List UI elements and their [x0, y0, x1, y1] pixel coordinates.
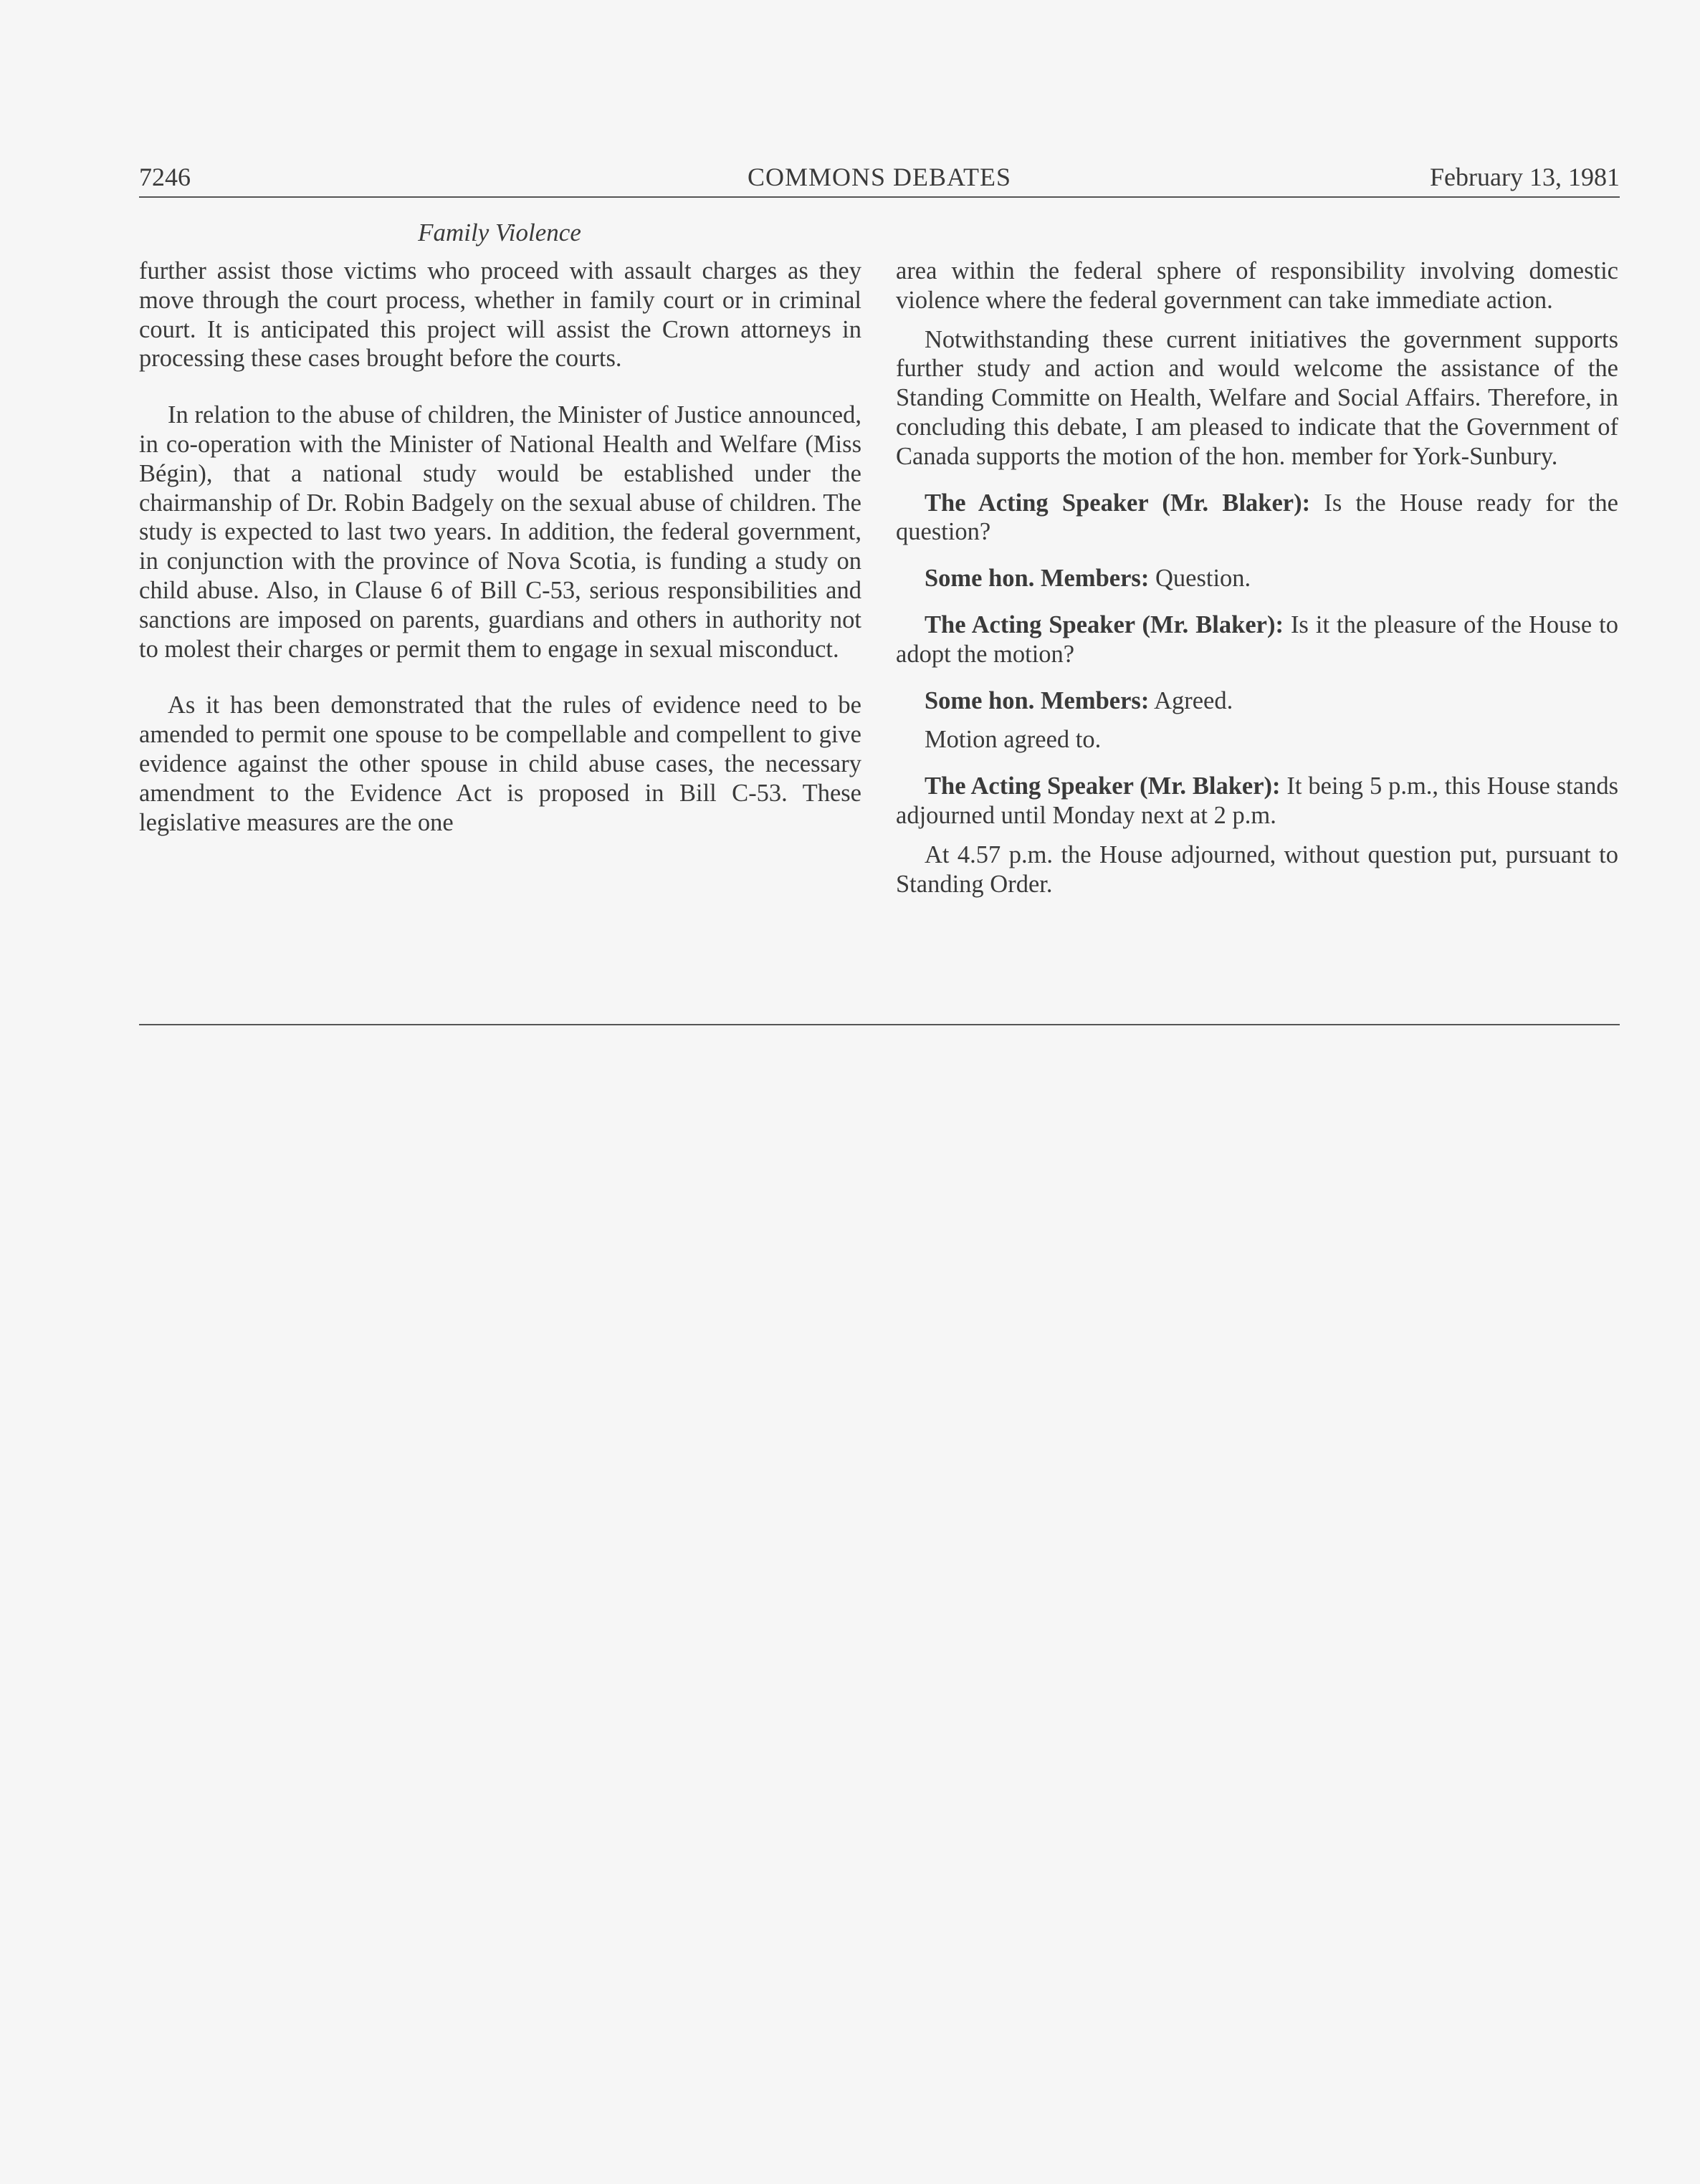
right-column	[896, 257, 1618, 899]
section-heading: Family Violence	[418, 219, 581, 246]
members-text: Agreed.	[1149, 686, 1233, 714]
speaker-adjourn-paragraph	[896, 772, 1618, 830]
left-paragraph-1: further assist those victims who proceed with assault charges as they move through the court process, whether in family court or in criminal court. It is anticipated this project will assist the Crown attorneys in processing these cases brought before the courts.	[139, 257, 861, 373]
motion-agreed-paragraph: Motion agreed to.	[925, 726, 1102, 754]
right-paragraph-2: Notwithstanding these current initiatives the government supports further study and action and would welcome the assistance of the Standing Committe on Health, Welfare and Social Affairs. Therefore, in concluding this debate, I am pleased to indicate that the Government of Canada supports the motion of the hon. member for York-Sunbury.	[896, 325, 1618, 470]
speaker-text: Is the House ready for the question?	[896, 489, 1618, 546]
members-question-paragraph	[896, 564, 1618, 593]
footer-rule	[139, 1024, 1620, 1025]
members-text: Question.	[1149, 565, 1251, 593]
left-paragraph-2: In relation to the abuse of children, the Minister of Justice announced, in co-operation with the Minister of National Health and Welfare (Miss Bégin), that a national study would be established under the chairmanship of Dr. Robin Badgely on the sexual abuse of children. The study is expected to last two years. In addition, the federal government, in conjunction with the province of Nova Scotia, is funding a study on child abuse. Also, in Clause 6 of Bill C-53, serious responsibilities and sanctions are imposed on parents, guardians and others in authority not to molest their charges or permit them to engage in sexual misconduct.	[139, 401, 861, 663]
page-number: 7246	[139, 163, 191, 191]
speaker-name: The Acting Speaker (Mr. Blaker):	[925, 610, 1284, 638]
publication-date: February 13, 1981	[1430, 163, 1620, 191]
speaker-text: Is it the pleasure of the House to adopt the motion?	[896, 610, 1618, 668]
right-paragraph-1: area within the federal sphere of responsibility involving domestic violence where the federal government can take immediate action.	[896, 257, 1618, 314]
speaker-motion-paragraph	[896, 610, 1618, 669]
left-paragraph-3: As it has been demonstrated that the rules of evidence need to be amended to permit one spouse to be compellable and compellent to give evidence against the other spouse in child abuse cases, the necessary amendment to the Evidence Act is proposed in Bill C-53. These legislative measures are the one	[139, 691, 861, 836]
page-header	[139, 159, 1620, 195]
speaker-question-paragraph	[896, 489, 1618, 547]
publication-title: COMMONS DEBATES	[747, 163, 1012, 191]
speaker-name: The Acting Speaker (Mr. Blaker):	[925, 772, 1281, 800]
header-rule	[139, 196, 1620, 198]
left-column	[139, 257, 861, 837]
members-name: Some hon. Members:	[925, 565, 1150, 593]
members-name: Some hon. Members:	[925, 686, 1150, 714]
members-agreed-paragraph	[896, 686, 1618, 716]
speaker-text: It being 5 p.m., this House stands adjourned until Monday next at 2 p.m.	[896, 772, 1618, 829]
speaker-name: The Acting Speaker (Mr. Blaker):	[925, 489, 1311, 517]
adjournment-paragraph: At 4.57 p.m. the House adjourned, without question put, pursuant to Standing Order.	[896, 840, 1618, 898]
